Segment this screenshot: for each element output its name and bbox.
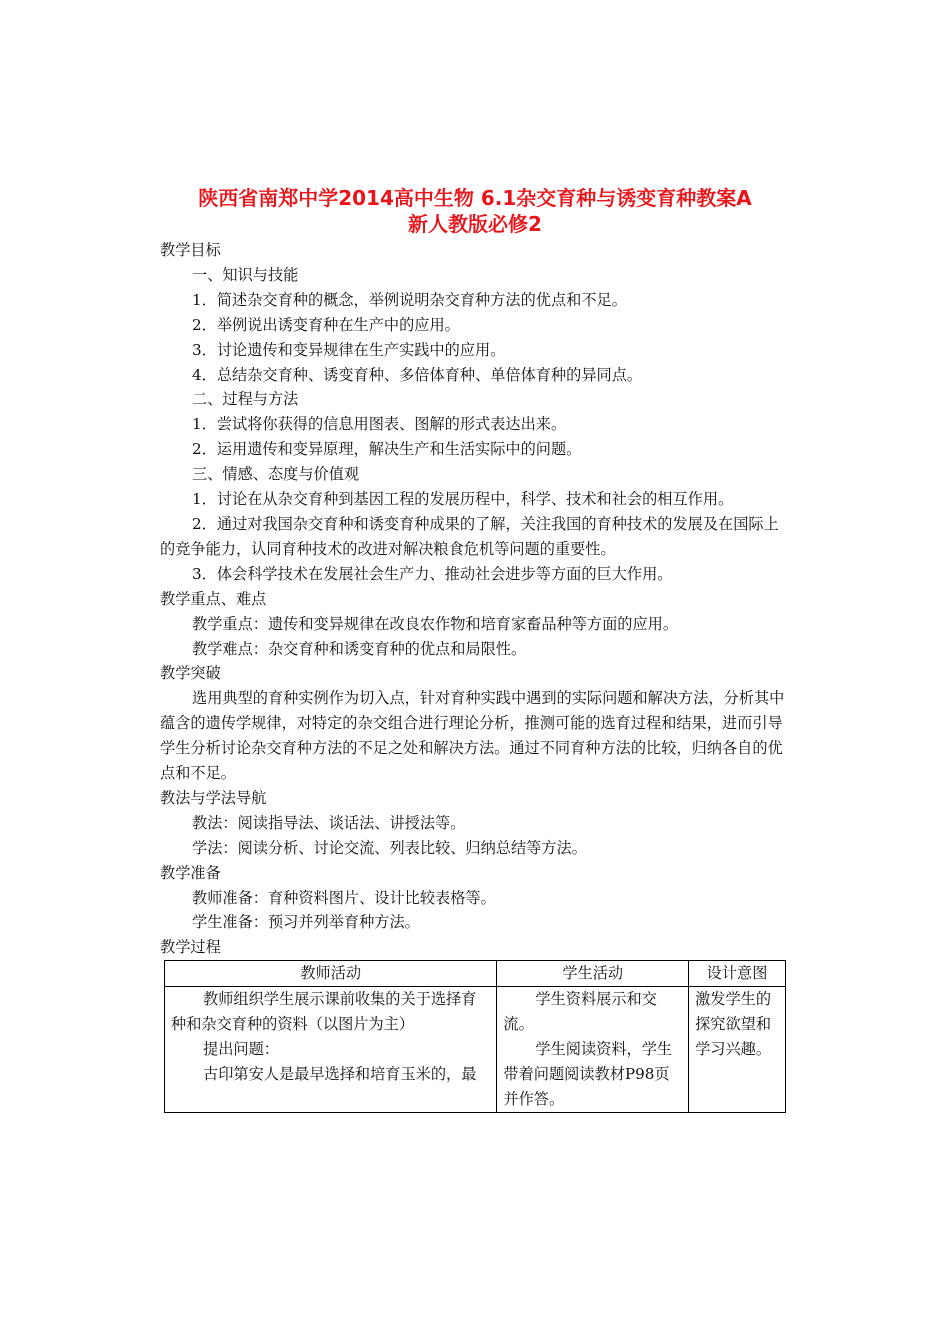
- document-body: [160, 238, 790, 960]
- subheading-knowledge: 一、知识与技能: [192, 265, 299, 284]
- knowledge-item: 3．讨论遗传和变异规律在生产实践中的应用。: [192, 340, 506, 359]
- student-activity-text: 学生资料展示和交流。: [503, 990, 657, 1033]
- column-header-student: 学生活动: [497, 961, 689, 987]
- section-heading-keypoints: 教学重点、难点: [160, 589, 267, 608]
- design-intent-cell: [689, 987, 786, 1113]
- document-title-line1: 陕西省南郑中学2014高中生物 6.1杂交育种与诱变育种教案A: [198, 186, 752, 210]
- procedure-table: [164, 960, 786, 1113]
- column-header-teacher: 教师活动: [165, 961, 497, 987]
- process-item: 2．运用遗传和变异原理，解决生产和生活实际中的问题。: [192, 440, 582, 459]
- breakthrough-paragraph: 选用典型的育种实例作为切入点，针对育种实践中遇到的实际问题和解决方法，分析其中蕴含的遗传学规律，对特定的杂交组合进行理论分析，推测可能的选育过程和结果，进而引导学生分析讨论杂交育种方法的不足之处和解决方法。通过不同育种方法的比较，归纳各自的优点和不足。: [160, 689, 785, 783]
- table-header-row: [165, 961, 786, 987]
- preparation-teacher: 教师准备：育种资料图片、设计比较表格等。: [192, 888, 496, 907]
- attitude-item: 2．通过对我国杂交育种和诱变育种成果的了解，关注我国的育种技术的发展及在国际上的竞争能力，认同育种技术的改进对解决粮食危机等问题的重要性。: [160, 514, 779, 558]
- section-heading-procedure: 教学过程: [160, 938, 221, 957]
- section-heading-preparation: 教学准备: [160, 863, 221, 882]
- keypoint-focus: 教学重点：遗传和变异规律在改良农作物和培育家畜品种等方面的应用。: [192, 614, 678, 633]
- preparation-student: 学生准备：预习并列举育种方法。: [192, 913, 420, 932]
- attitude-item: 3．体会科学技术在发展社会生产力、推动社会进步等方面的巨大作用。: [192, 564, 673, 583]
- knowledge-item: 2．举例说出诱变育种在生产中的应用。: [192, 315, 460, 334]
- teacher-activity-text: 提出问题：: [203, 1040, 279, 1058]
- keypoint-difficulty: 教学难点：杂交育种和诱变育种的优点和局限性。: [192, 639, 527, 658]
- document-title-line2: 新人教版必修2: [408, 212, 542, 236]
- teacher-activity-text: 教师组织学生展示课前收集的关于选择育种和杂交育种的资料（以图片为主）: [171, 990, 477, 1033]
- section-heading-objectives: 教学目标: [160, 241, 221, 259]
- section-heading-methods: 教法与学法导航: [160, 788, 267, 807]
- method-learning: 学法：阅读分析、讨论交流、列表比较、归纳总结等方法。: [192, 838, 587, 857]
- knowledge-item: 4．总结杂交育种、诱变育种、多倍体育种、单倍体育种的异同点。: [192, 365, 643, 384]
- process-item: 1．尝试将你获得的信息用图表、图解的形式表达出来。: [192, 415, 567, 434]
- design-intent-text: 激发学生的探究欲望和学习兴趣。: [695, 990, 772, 1058]
- teacher-activity-text: 古印第安人是最早选择和培育玉米的，最: [203, 1065, 477, 1083]
- student-activity-text: 学生阅读资料，学生带着问题阅读教材P98页并作答。: [503, 1040, 673, 1108]
- subheading-process: 二、过程与方法: [192, 390, 299, 409]
- method-teaching: 教法：阅读指导法、谈话法、讲授法等。: [192, 813, 466, 832]
- section-heading-breakthrough: 教学突破: [160, 664, 221, 683]
- table-row: [165, 987, 786, 1113]
- attitude-item: 1．讨论在从杂交育种到基因工程的发展历程中，科学、技术和社会的相互作用。: [192, 490, 734, 509]
- knowledge-item: 1．简述杂交育种的概念，举例说明杂交育种方法的优点和不足。: [192, 290, 627, 309]
- column-header-intent: 设计意图: [689, 961, 786, 987]
- student-activity-cell: [497, 987, 689, 1113]
- subheading-attitude: 三、情感、态度与价值观: [192, 465, 360, 484]
- teacher-activity-cell: [165, 987, 497, 1113]
